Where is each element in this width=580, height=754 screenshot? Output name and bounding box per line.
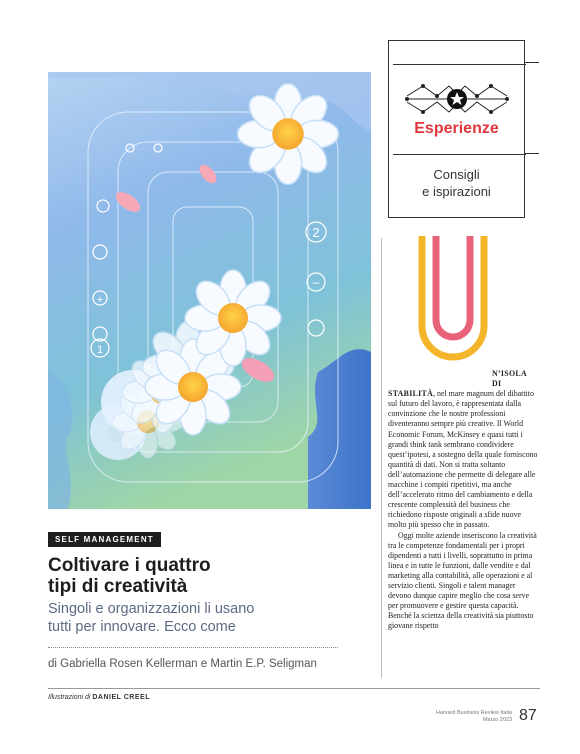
- illustration-credit: [48, 694, 150, 701]
- drop-cap-letter: [418, 236, 488, 376]
- rubric-divider-top: [393, 64, 526, 65]
- body-paragraph: Oggi molte aziende inseriscono la creatività tra le competenze fondamentali per i propri dipendenti a tutti i livelli, soprattutto in prima linea e in tutte le funzioni, dalle vendite e dal marketing alla contabilità, alle operazioni e al servizio clienti. Singoli e talent manager devono dunque capire meglio che cosa serve per promuovere e gestire questa capacità. Benché la scienza della creatività sia piuttosto giovane rispetto: [388, 530, 537, 631]
- rubric-subtitle: [388, 166, 525, 200]
- body-text: , nel mare magnum del dibattito sul futuro del lavoro, è rappresentata dalla convinzione che le nostre professioni diventeranno sempre più creative. Il World Economic Forum, McKinsey e quasi tutti i grandi think tank sembrano condividere quest’ipotesi, a sostegno della quale forniscono quantità di dati. Non si tratta soltanto dell’automazione che permette di delegare alle macchine i compiti ripetitivi, ma anche dell’accelerato ritmo del cambiamento e della crescente complessità del business che richiedono risposte originali a sfide nuove molto più spesso che in passato.: [388, 389, 538, 530]
- publication-source: [420, 710, 512, 724]
- subtitle-line: tutti per innovare. Ecco come: [48, 619, 236, 635]
- rubric-label: Esperienze: [414, 120, 499, 137]
- lead-smallcaps: STABILITÀ: [388, 389, 434, 399]
- credit-name: DANIEL CREEL: [92, 694, 150, 701]
- body-paragraph: [388, 389, 538, 530]
- dial-one-label: 1: [96, 344, 104, 356]
- article-subtitle: [48, 600, 378, 636]
- body-paragraph: [388, 369, 538, 389]
- article-body: [388, 369, 538, 631]
- bottom-rule: [48, 688, 540, 689]
- daisy-flower: [185, 270, 281, 366]
- article-title: [48, 555, 378, 597]
- dial-plus-label: +: [96, 294, 104, 306]
- article-illustration: [48, 72, 371, 509]
- column-rule: [381, 238, 382, 678]
- dotted-divider: [48, 647, 338, 648]
- publication-name: Harvard Business Review Italia: [435, 710, 512, 716]
- dial-minus-label: –: [312, 275, 320, 289]
- lead-smallcaps: N’ISOLA DI: [492, 369, 527, 389]
- rubric-side-rule: [525, 62, 539, 63]
- subtitle-line: Singoli e organizzazioni li usano: [48, 601, 255, 617]
- title-line: Coltivare i quattro: [48, 555, 211, 576]
- rubric-subtitle-line: Consigli: [433, 167, 480, 182]
- star-emblem-icon: [403, 80, 511, 118]
- title-line: tipi di creatività: [48, 576, 188, 597]
- credit-label: Illustrazioni di: [48, 694, 91, 701]
- byline: di Gabriella Rosen Kellerman e Martin E.P. Seligman: [48, 658, 317, 670]
- rubric-subtitle-line: e ispirazioni: [422, 184, 491, 199]
- publication-date: Marzo 2023: [482, 717, 512, 723]
- dial-two-label: 2: [312, 225, 320, 240]
- page-number: 87: [519, 707, 537, 724]
- rubric-side-rule: [525, 153, 539, 154]
- daisy-flower: [238, 84, 339, 185]
- rubric-divider-bottom: [393, 154, 526, 155]
- section-tag: SELF MANAGEMENT: [48, 532, 161, 547]
